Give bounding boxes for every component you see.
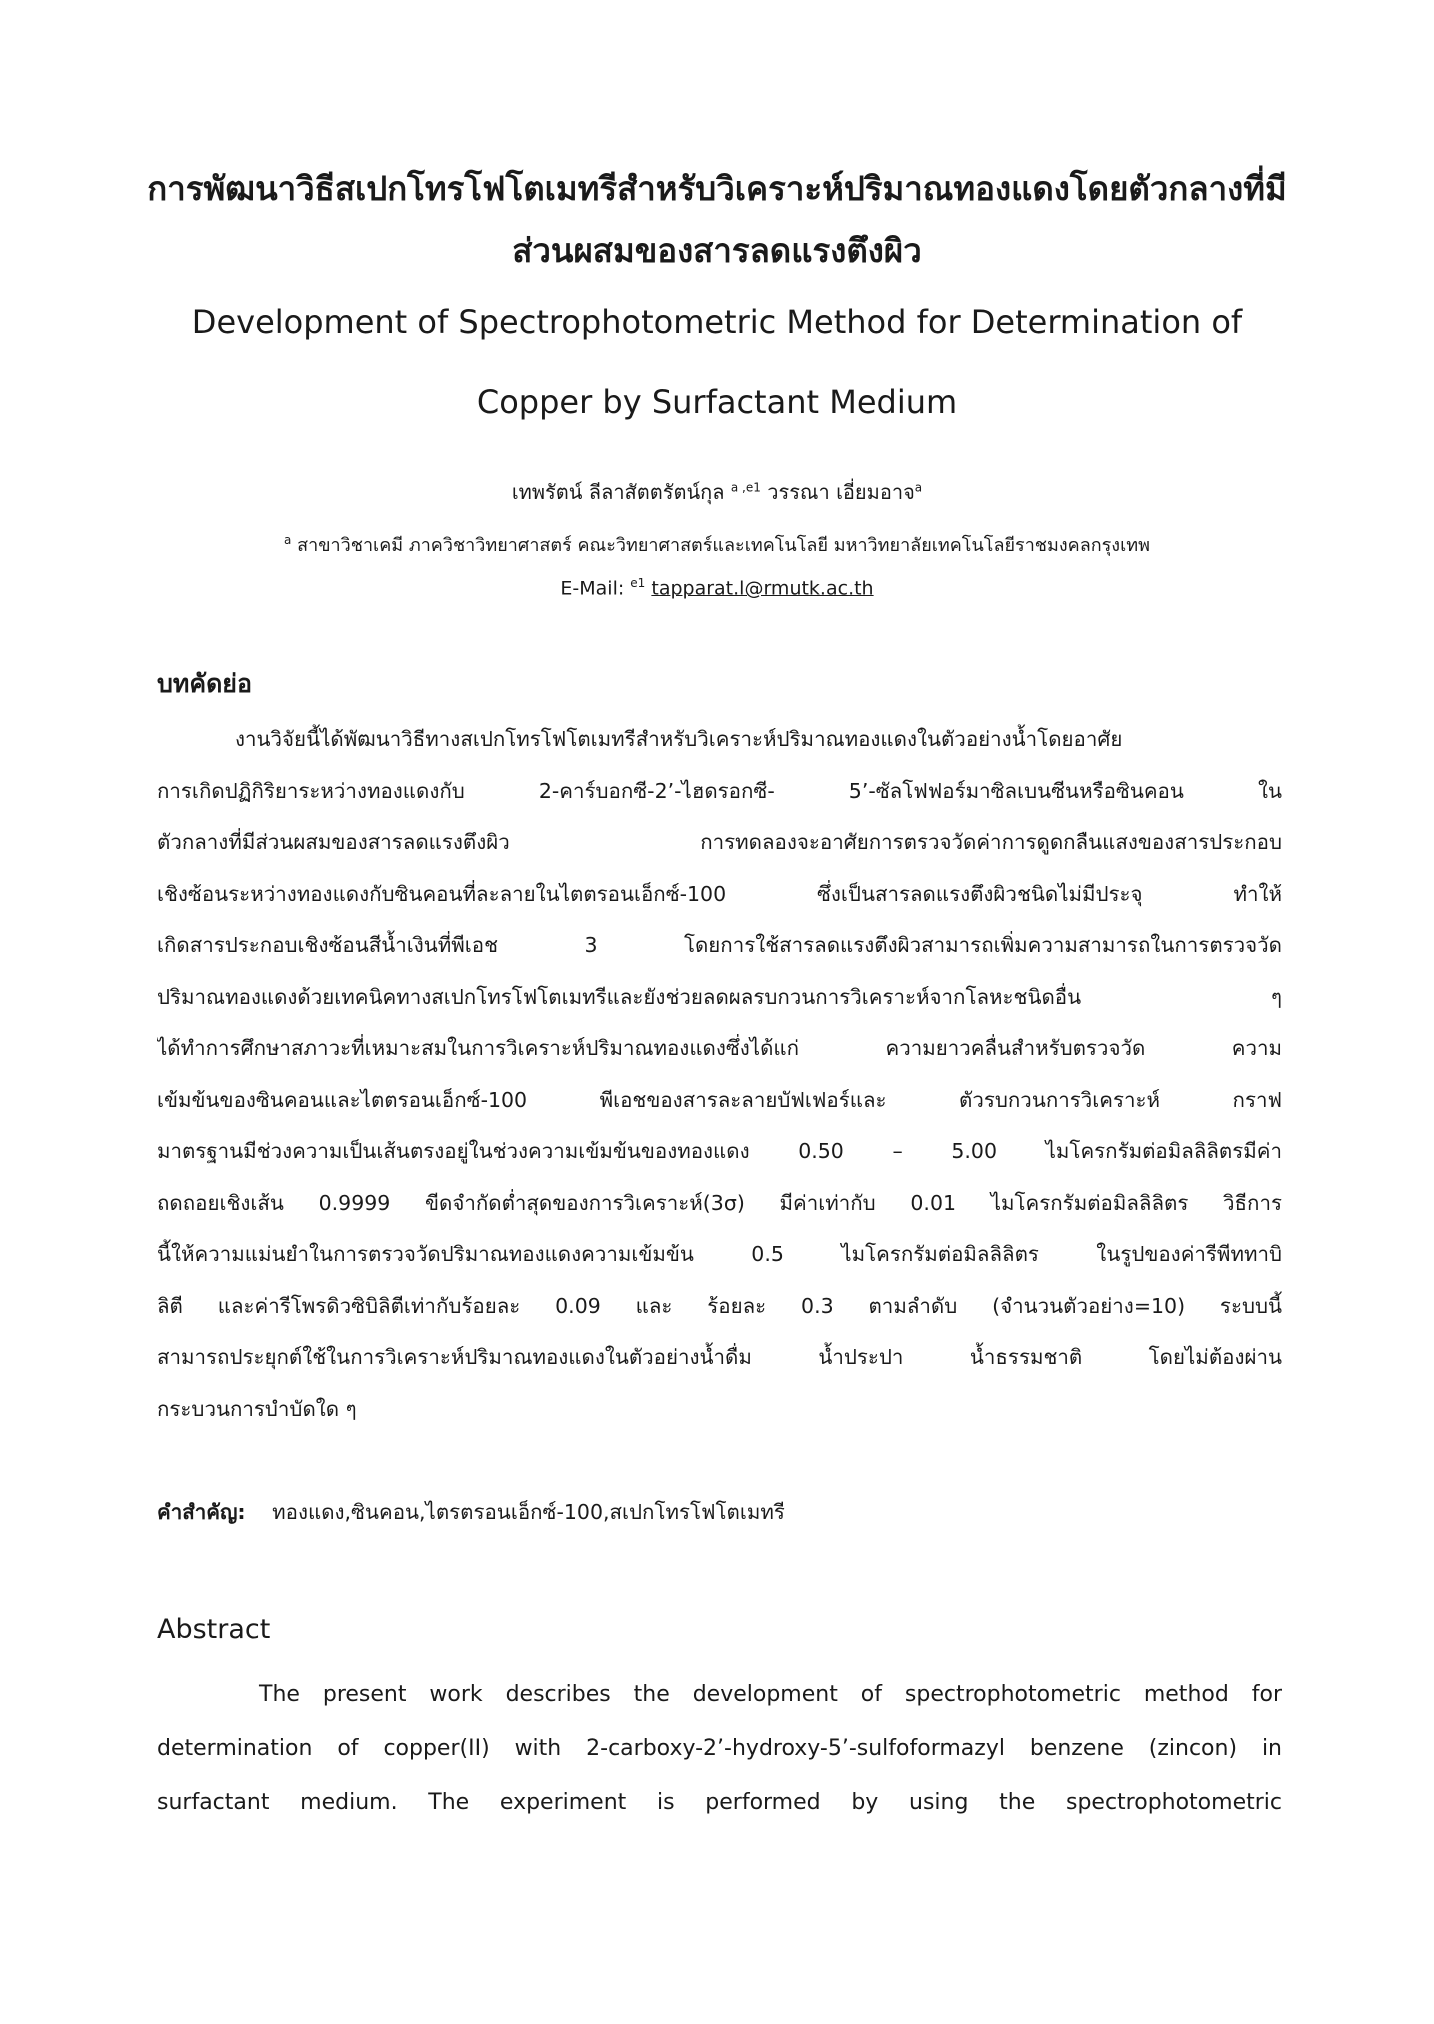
english-abstract-heading: Abstract: [157, 1614, 271, 1645]
thai-abstract-line: ลิตี และค่ารีโพรดิวซิบิลิตีเท่ากับร้อยละ 0.09 และ ร้อยละ 0.3 ตามลำดับ (จำนวนตัวอย่าง=10) ระบบนี้: [157, 1293, 1282, 1318]
english-abstract-line: surfactant medium. The experiment is performed by using the spectrophotometric: [157, 1790, 1282, 1815]
thai-title-line-1: การพัฒนาวิธีสเปกโทรโฟโตเมทรีสำหรับวิเคราะห์ปริมาณทองแดงโดยตัวกลางที่มี: [147, 169, 1287, 208]
keywords: [157, 1496, 785, 1529]
thai-abstract-heading: บทคัดย่อ: [157, 669, 252, 698]
thai-abstract-line: เกิดสารประกอบเชิงซ้อนสีน้ำเงินที่พีเอช 3 โดยการใช้สารลดแรงตึงผิวสามารถเพิ่มความสามารถในการตรวจวัด: [157, 933, 1282, 957]
keywords-label: คำสำคัญ:: [157, 1500, 246, 1524]
thai-abstract-line: ถดถอยเชิงเส้น 0.9999 ขีดจำกัดต่ำสุดของการวิเคราะห์(3σ) มีค่าเท่ากับ 0.01 ไมโครกรัมต่อมิลลิลิตร วิธีการ: [157, 1190, 1282, 1215]
thai-abstract-line: สามารถประยุกต์ใช้ในการวิเคราะห์ปริมาณทองแดงในตัวอย่างน้ำดื่ม น้ำประปา น้ำธรรมชาติ โดยไม่ต้องผ่าน: [157, 1345, 1282, 1369]
english-abstract-line: determination of copper(II) with 2-carboxy-2’-hydroxy-5’-sulfoformazyl benzene (zincon) in: [157, 1736, 1282, 1761]
email-label: E-Mail:: [560, 577, 625, 600]
affiliation-mark: a: [284, 533, 292, 547]
email-mark: e1: [630, 576, 646, 590]
author-1-name: เทพรัตน์ ลีลาสัตตรัตน์กุล: [511, 480, 725, 504]
email-link[interactable]: tapparat.l@rmutk.ac.th: [651, 577, 874, 600]
affiliation-text: สาขาวิชาเคมี ภาควิชาวิทยาศาสตร์ คณะวิทยาศาสตร์และเทคโนโลยี มหาวิทยาลัยเทคโนโลยีราชมงคลกรุงเทพ: [297, 535, 1150, 556]
author-2-affiliation-mark: a: [914, 480, 923, 495]
thai-abstract-line: เชิงซ้อนระหว่างทองแดงกับซินคอนที่ละลายในไตตรอนเอ็กซ์-100 ซึ่งเป็นสารลดแรงตึงผิวชนิดไม่มีประจุ ทำให้: [157, 881, 1282, 906]
thai-title: [140, 158, 1294, 282]
thai-abstract-line: การเกิดปฏิกิริยาระหว่างทองแดงกับ 2-คาร์บอกซี-2’-ไฮดรอกซี- 5’-ซัลโฟฟอร์มาซิลเบนซีนหรือซินคอน ใน: [157, 778, 1282, 803]
thai-abstract-line: ตัวกลางที่มีส่วนผสมของสารลดแรงตึงผิว การทดลองจะอาศัยการตรวจวัดค่าการดูดกลืนแสงของสารประกอบ: [157, 830, 1282, 854]
thai-abstract-line: ได้ทำการศึกษาสภาวะที่เหมาะสมในการวิเคราะห์ปริมาณทองแดงซึ่งได้แก่ ความยาวคลื่นสำหรับตรวจวัด ความ: [157, 1036, 1282, 1060]
thai-title-line-2: ส่วนผสมของสารลดแรงตึงผิว: [512, 231, 922, 270]
english-title-line-1: Development of Spectrophotometric Method for Determination of: [191, 303, 1243, 341]
author-list: [140, 476, 1294, 508]
thai-abstract-line: งานวิจัยนี้ได้พัฒนาวิธีทางสเปกโทรโฟโตเมทรีสำหรับวิเคราะห์ปริมาณทองแดงในตัวอย่างน้ำโดยอาศัย: [235, 727, 1123, 751]
english-title: [140, 282, 1294, 442]
thai-abstract-body: [157, 714, 1282, 1435]
thai-abstract-line: เข้มข้นของซินคอนและไตตรอนเอ็กซ์-100 พีเอชของสารละลายบัฟเฟอร์และ ตัวรบกวนการวิเคราะห์ กราฟ: [157, 1087, 1282, 1112]
english-abstract-line: The present work describes the development of spectrophotometric method for: [259, 1682, 1282, 1707]
contact-email: [140, 576, 1294, 599]
affiliation: [140, 530, 1294, 559]
keywords-text: ทองแดง,ซินคอน,ไตรตรอนเอ็กซ์-100,สเปกโทรโฟโตเมทรี: [272, 1500, 785, 1524]
english-abstract-body: [157, 1668, 1282, 1830]
thai-abstract-line: มาตรฐานมีช่วงความเป็นเส้นตรงอยู่ในช่วงความเข้มข้นของทองแดง 0.50 – 5.00 ไมโครกรัมต่อมิลลิลิตรมีค่า: [157, 1139, 1282, 1163]
english-title-line-2: Copper by Surfactant Medium: [476, 383, 958, 421]
thai-abstract-line: กระบวนการบำบัดใด ๆ: [157, 1396, 357, 1421]
thai-abstract-line: นี้ให้ความแม่นยำในการตรวจวัดปริมาณทองแดงความเข้มข้น 0.5 ไมโครกรัมต่อมิลลิลิตร ในรูปของค่ารีพีททาบิ: [157, 1242, 1282, 1266]
author-2-name: วรรณา เอี่ยมอาจ: [767, 480, 915, 504]
author-1-affiliation-mark: a ,e1: [730, 480, 761, 495]
thai-abstract-line: ปริมาณทองแดงด้วยเทคนิคทางสเปกโทรโฟโตเมทรีและยังช่วยลดผลรบกวนการวิเคราะห์จากโลหะชนิดอื่น ๆ: [157, 984, 1282, 1009]
